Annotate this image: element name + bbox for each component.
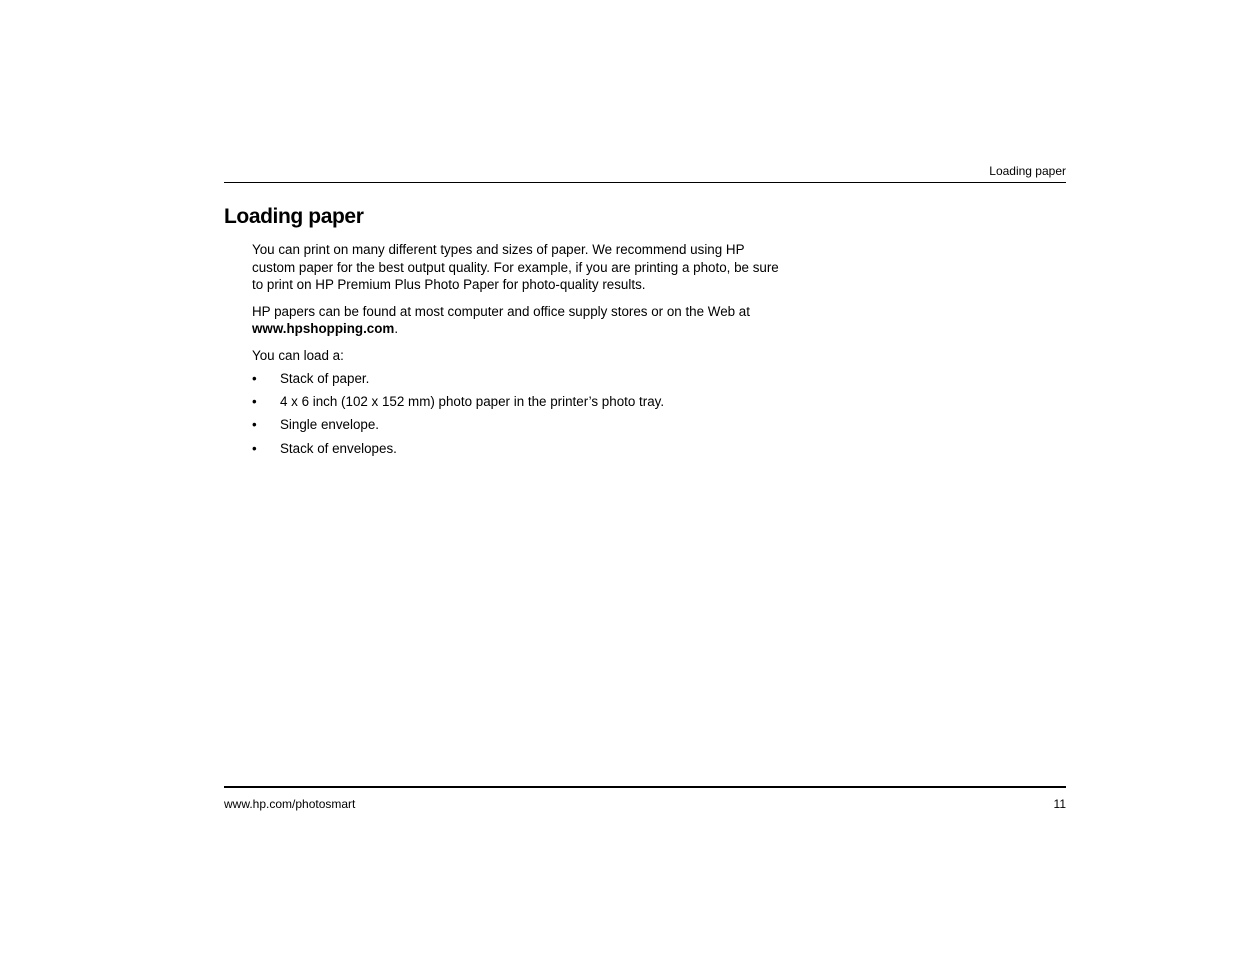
list-item-text: Stack of paper. <box>280 370 370 386</box>
page-number: 11 <box>1053 797 1066 811</box>
footer-rule <box>224 786 1066 788</box>
list-item <box>252 370 782 388</box>
list-item-text: Single envelope. <box>280 417 380 433</box>
section-body <box>252 241 782 463</box>
footer-url: www.hp.com/photosmart <box>224 797 356 811</box>
list-item-text: 4 x 6 inch (102 x 152 mm) photo paper in the printer’s photo tray. <box>280 394 665 410</box>
bullet-icon: • <box>252 417 257 433</box>
availability-paragraph <box>252 303 782 338</box>
paper-types-list <box>252 370 782 457</box>
bullet-icon: • <box>252 370 257 386</box>
bullet-icon: • <box>252 440 257 456</box>
list-item <box>252 416 782 434</box>
list-item <box>252 393 782 411</box>
list-item-text: Stack of envelopes. <box>280 440 397 456</box>
page-title: Loading paper <box>224 205 364 228</box>
bullet-icon: • <box>252 394 257 410</box>
availability-period: . <box>394 321 399 336</box>
hpshopping-link[interactable]: www.hpshopping.com <box>252 321 395 336</box>
header-rule <box>224 182 1066 183</box>
list-intro: You can load a: <box>252 347 344 363</box>
intro-paragraph: You can print on many different types and sizes of paper. We recommend using HP custom paper for the best output quality. For example, if you are printing a photo, be sure to print on HP Premium Plus Photo Paper for photo-quality results. <box>252 242 779 292</box>
availability-text: HP papers can be found at most computer and office supply stores or on the Web at <box>252 303 750 319</box>
running-header: Loading paper <box>989 164 1066 178</box>
list-item <box>252 440 782 458</box>
